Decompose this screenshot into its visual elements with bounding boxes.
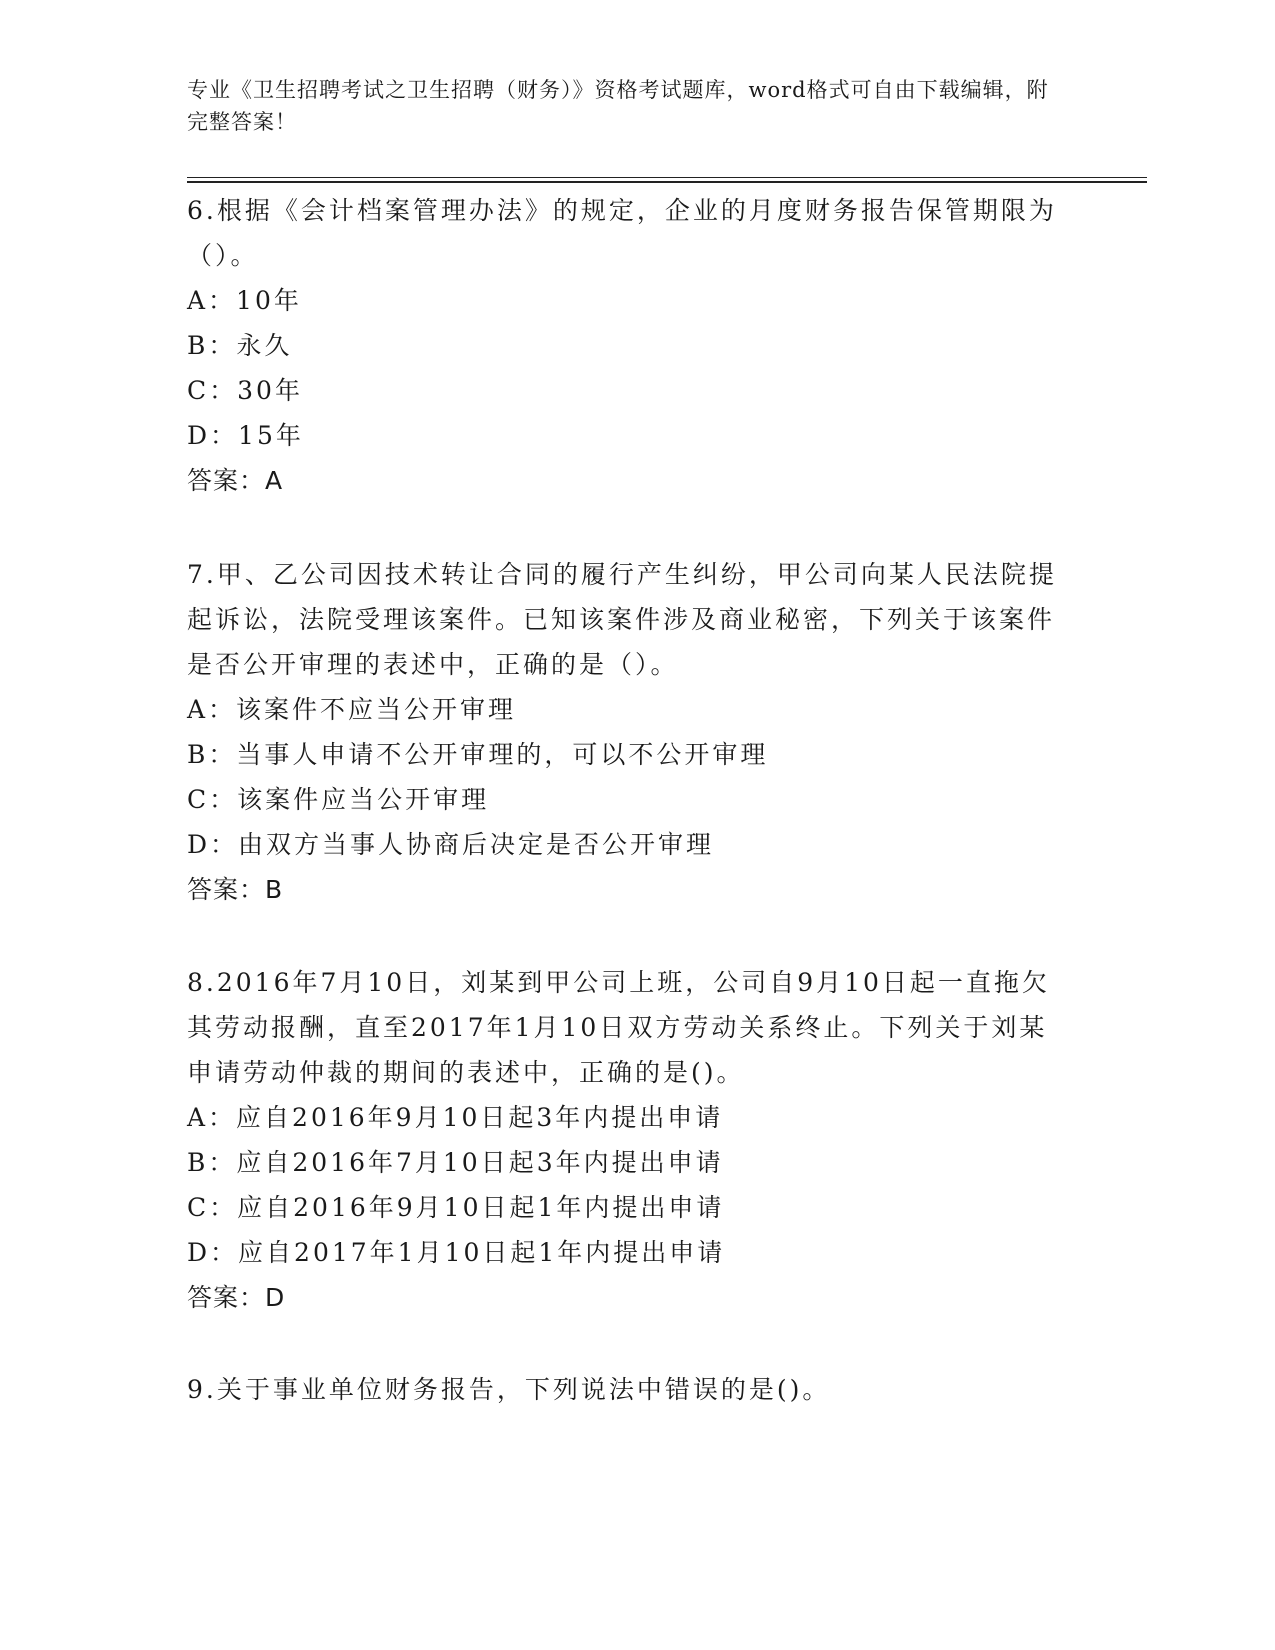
answer-line: 答案：A (187, 466, 284, 495)
question-9 (187, 1367, 1067, 1412)
option-c: C：应自2016年9月10日起1年内提出申请 (187, 1193, 725, 1222)
question-text: 9.关于事业单位财务报告，下列说法中错误的是()。 (187, 1375, 831, 1404)
question-text: 6.根据《会计档案管理办法》的规定，企业的月度财务报告保管期限为（）。 (187, 196, 1057, 270)
option-a: A：应自2016年9月10日起3年内提出申请 (187, 1103, 724, 1132)
answer-line: 答案：D (187, 1283, 286, 1312)
option-b: B：永久 (187, 331, 293, 360)
question-text: 8.2016年7月10日，刘某到甲公司上班，公司自9月10日起一直拖欠其劳动报酬，直至2017年1月10日双方劳动关系终止。下列关于刘某申请劳动仲裁的期间的表述中，正确的是()。 (187, 968, 1050, 1087)
question-8 (187, 960, 1067, 1320)
question-text: 7.甲、乙公司因技术转让合同的履行产生纠纷，甲公司向某人民法院提起诉讼，法院受理该案件。已知该案件涉及商业秘密，下列关于该案件是否公开审理的表述中，正确的是（）。 (187, 560, 1057, 679)
option-b: B：当事人申请不公开审理的，可以不公开审理 (187, 740, 769, 769)
document-header: 专业《卫生招聘考试之卫生招聘（财务）》资格考试题库，word格式可自由下载编辑，附完整答案！ (187, 78, 1049, 134)
question-7 (187, 552, 1067, 912)
question-6 (187, 188, 1067, 503)
option-d: D：应自2017年1月10日起1年内提出申请 (187, 1238, 726, 1267)
header-divider (187, 177, 1147, 178)
option-c: C：30年 (187, 376, 303, 405)
option-a: A：10年 (187, 286, 302, 315)
option-d: D：由双方当事人协商后决定是否公开审理 (187, 830, 715, 859)
option-b: B：应自2016年7月10日起3年内提出申请 (187, 1148, 724, 1177)
answer-line: 答案：B (187, 875, 284, 904)
option-a: A：该案件不应当公开审理 (187, 695, 517, 724)
option-d: D：15年 (187, 421, 304, 450)
option-c: C：该案件应当公开审理 (187, 785, 490, 814)
header-divider-thick (187, 181, 1147, 183)
